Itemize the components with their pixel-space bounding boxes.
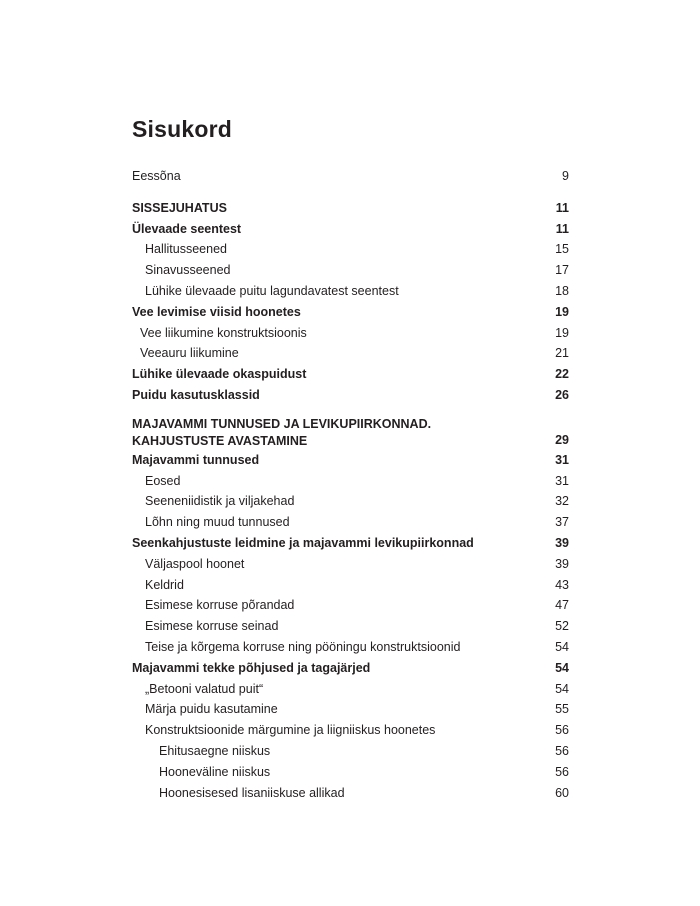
toc-entry-page: 19 — [555, 304, 569, 319]
toc-entry-label: Eosed — [145, 473, 181, 488]
toc-subsection[interactable] — [132, 471, 569, 492]
toc-entry-page: 31 — [555, 452, 569, 467]
toc-entry-label: Vee levimise viisid hoonetes — [132, 304, 301, 319]
toc-entry-page: 56 — [555, 743, 569, 758]
toc-subsection[interactable] — [132, 637, 569, 658]
toc-entry-label: Hoonesisesed lisaniiskuse allikad — [159, 785, 345, 800]
toc-subsection[interactable] — [132, 491, 569, 512]
toc-entry-label: Esimese korruse seinad — [145, 619, 279, 634]
toc-entry-label: Ülevaade seentest — [132, 221, 242, 236]
toc-entry-page: 56 — [555, 764, 569, 779]
toc-entry-label: „Betooni valatud puit“ — [145, 681, 264, 696]
toc-entry-page: 17 — [555, 263, 569, 278]
toc-entry-page: 52 — [555, 619, 569, 634]
toc-entry-label: Veeauru liikumine — [140, 346, 239, 361]
toc-entry-page: 39 — [555, 556, 569, 571]
toc-entry-label: Teise ja kõrgema korruse ning pööningu konstruktsioonid — [145, 639, 461, 654]
toc-subsection[interactable] — [132, 699, 569, 720]
toc-entry-page: 15 — [555, 242, 569, 257]
toc-entry-label: Majavammi tekke põhjused ja tagajärjed — [132, 660, 371, 675]
toc-subsection[interactable] — [132, 323, 569, 344]
page-title: Sisukord — [132, 116, 233, 142]
toc-section[interactable] — [132, 219, 569, 240]
toc-section[interactable] — [132, 302, 569, 323]
toc-entry-page: 11 — [555, 200, 569, 215]
toc-entry-label-line2: KAHJUSTUSTE AVASTAMINE — [132, 433, 308, 448]
toc-subsection[interactable] — [132, 512, 569, 533]
toc-entry-label: Hallitusseened — [145, 242, 227, 257]
toc-entry-label: Lõhn ning muud tunnused — [145, 515, 290, 530]
toc-entry-page: 54 — [555, 639, 569, 654]
toc-subsection[interactable] — [132, 260, 569, 281]
toc-entry-page: 47 — [555, 598, 569, 613]
toc-entry-page: 55 — [555, 702, 569, 717]
toc-entry-page: 54 — [555, 660, 569, 675]
toc-entry-label: Märja puidu kasutamine — [145, 702, 278, 717]
toc-entry-page: 18 — [555, 283, 569, 298]
toc-subsection[interactable] — [132, 239, 569, 260]
toc-subsection[interactable] — [132, 554, 569, 575]
toc-section[interactable] — [132, 364, 569, 385]
toc-entry-page: 39 — [555, 535, 569, 550]
toc-entry-label: Konstruktsioonide märgumine ja liigniiskus hoonetes — [145, 723, 436, 738]
toc-subsection[interactable] — [132, 343, 569, 364]
toc-entry-label: SISSEJUHATUS — [132, 200, 227, 215]
toc-chapter-introduction[interactable] — [132, 198, 569, 219]
toc-entry-label: Lühike ülevaade puitu lagundavatest seentest — [145, 283, 399, 298]
toc-entry-label: Keldrid — [145, 577, 184, 592]
toc-entry-page: 60 — [555, 785, 569, 800]
toc-entry-label-line1: MAJAVAMMI TUNNUSED JA LEVIKUPIIRKONNAD. — [132, 416, 432, 431]
toc-entry-page: 22 — [555, 367, 569, 382]
toc-entry-label: Lühike ülevaade okaspuidust — [132, 367, 307, 382]
toc-section[interactable] — [132, 658, 569, 679]
toc-chapter-dry-rot-signs[interactable] — [132, 416, 569, 450]
toc-entry-page: 43 — [555, 577, 569, 592]
toc-entry-page: 32 — [555, 494, 569, 509]
toc-entry-label: Ehitusaegne niiskus — [159, 743, 271, 758]
toc-subsubsection[interactable] — [132, 741, 569, 762]
toc-entry-label: Seeneniidistik ja viljakehad — [145, 494, 295, 509]
toc-entry-page: 26 — [555, 387, 569, 402]
toc-entry-page: 56 — [555, 723, 569, 738]
toc-entry-label: Vee liikumine konstruktsioonis — [140, 325, 307, 340]
toc-entry-page: 21 — [555, 346, 569, 361]
toc-section[interactable] — [132, 450, 569, 471]
toc-entry-label: Esimese korruse põrandad — [145, 598, 295, 613]
toc-subsection[interactable] — [132, 720, 569, 741]
toc-subsection[interactable] — [132, 616, 569, 637]
toc-entry-page: 19 — [555, 325, 569, 340]
toc-entry-page: 31 — [555, 473, 569, 488]
toc-entry-foreword[interactable] — [132, 166, 569, 187]
toc-entry-page: 54 — [555, 681, 569, 696]
toc-entry-label: Eessõna — [132, 169, 181, 183]
toc-entry-label: Puidu kasutusklassid — [132, 387, 260, 402]
toc-entry-label: Sinavusseened — [145, 263, 231, 278]
toc-entry-label: Seenkahjustuste leidmine ja majavammi levikupiirkonnad — [132, 535, 474, 550]
table-of-contents — [132, 166, 569, 803]
toc-entry-page: 9 — [562, 169, 569, 183]
toc-subsection[interactable] — [132, 679, 569, 700]
toc-subsection[interactable] — [132, 281, 569, 302]
toc-entry-label: Väljaspool hoonet — [145, 556, 245, 571]
toc-subsubsection[interactable] — [132, 783, 569, 804]
toc-subsection[interactable] — [132, 595, 569, 616]
toc-section[interactable] — [132, 385, 569, 406]
toc-section[interactable] — [132, 533, 569, 554]
toc-subsection[interactable] — [132, 575, 569, 596]
toc-entry-page: 37 — [555, 515, 569, 530]
toc-subsubsection[interactable] — [132, 762, 569, 783]
toc-entry-label: Hooneväline niiskus — [159, 764, 271, 779]
toc-entry-label: Majavammi tunnused — [132, 452, 260, 467]
toc-entry-page: 29 — [555, 432, 569, 447]
toc-entry-page: 11 — [555, 221, 569, 236]
